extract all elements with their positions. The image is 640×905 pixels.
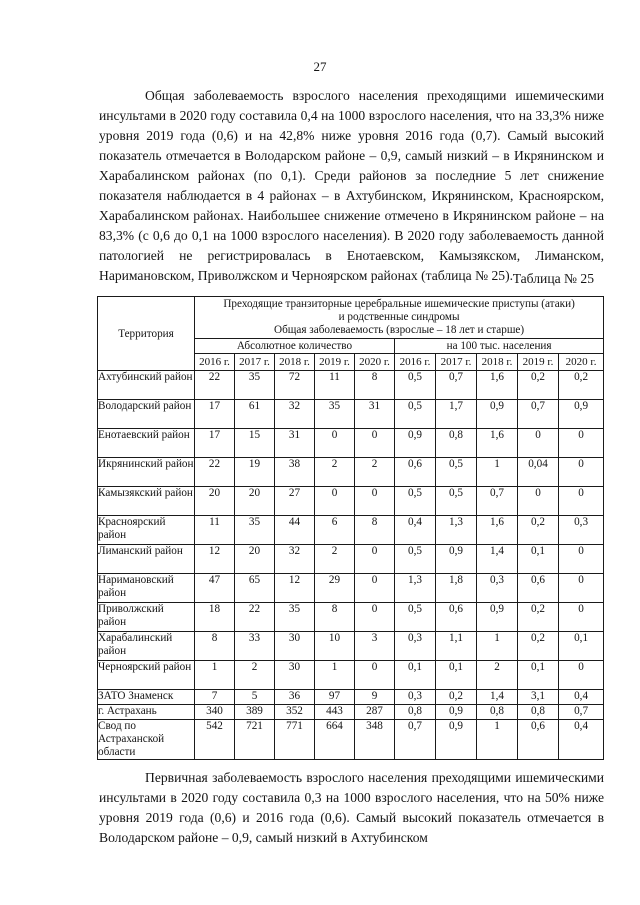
absolute-count-cell: 22 <box>195 458 235 487</box>
absolute-count-cell: 287 <box>355 705 395 720</box>
absolute-count-header: Абсолютное количество <box>195 339 395 354</box>
year-header: 2020 г. <box>355 354 395 371</box>
absolute-count-cell: 11 <box>195 516 235 545</box>
incidence-table <box>97 296 604 760</box>
year-header: 2016 г. <box>195 354 235 371</box>
absolute-count-cell: 36 <box>275 690 315 705</box>
rate-cell: 0 <box>518 429 559 458</box>
table-title-line2: и родственные синдромы <box>338 311 460 323</box>
rate-cell: 3,1 <box>518 690 559 705</box>
rate-cell: 0,2 <box>518 516 559 545</box>
territory-cell: Ахтубинский район <box>98 371 195 400</box>
absolute-count-cell: 7 <box>195 690 235 705</box>
absolute-count-cell: 2 <box>315 545 355 574</box>
rate-cell: 1,3 <box>395 574 436 603</box>
territory-cell: Харабалинский район <box>98 632 195 661</box>
absolute-count-cell: 9 <box>355 690 395 705</box>
absolute-count-cell: 65 <box>235 574 275 603</box>
absolute-count-cell: 12 <box>195 545 235 574</box>
absolute-count-cell: 443 <box>315 705 355 720</box>
year-header: 2019 г. <box>315 354 355 371</box>
absolute-count-cell: 44 <box>275 516 315 545</box>
rate-cell: 0,5 <box>436 458 477 487</box>
rate-cell: 0 <box>518 487 559 516</box>
absolute-count-cell: 2 <box>355 458 395 487</box>
rate-cell: 1,6 <box>477 516 518 545</box>
rate-cell: 0,3 <box>559 516 604 545</box>
page-number: 27 <box>313 59 327 74</box>
absolute-count-cell: 17 <box>195 429 235 458</box>
rate-cell: 0,7 <box>477 487 518 516</box>
rate-cell: 0,04 <box>518 458 559 487</box>
rate-cell: 0,5 <box>395 371 436 400</box>
rate-cell: 0,7 <box>518 400 559 429</box>
territory-cell: Свод по Астраханской области <box>98 720 195 760</box>
rate-cell: 1 <box>477 720 518 760</box>
absolute-count-cell: 20 <box>195 487 235 516</box>
absolute-count-cell: 2 <box>315 458 355 487</box>
absolute-count-cell: 352 <box>275 705 315 720</box>
absolute-count-cell: 348 <box>355 720 395 760</box>
table-title <box>195 297 604 339</box>
territory-cell: Енотаевский район <box>98 429 195 458</box>
table-row <box>98 429 604 458</box>
rate-cell: 0,5 <box>395 545 436 574</box>
absolute-count-cell: 15 <box>235 429 275 458</box>
absolute-count-cell: 8 <box>315 603 355 632</box>
rate-cell: 0,1 <box>518 661 559 690</box>
absolute-count-cell: 2 <box>235 661 275 690</box>
rate-cell: 1,3 <box>436 516 477 545</box>
absolute-count-cell: 771 <box>275 720 315 760</box>
rate-cell: 1 <box>477 458 518 487</box>
rate-cell: 0 <box>559 458 604 487</box>
absolute-count-cell: 1 <box>195 661 235 690</box>
rate-cell: 0 <box>559 545 604 574</box>
absolute-count-cell: 542 <box>195 720 235 760</box>
rate-cell: 0,4 <box>559 720 604 760</box>
rate-cell: 0,9 <box>477 400 518 429</box>
rate-cell: 1,1 <box>436 632 477 661</box>
rate-cell: 0,9 <box>436 720 477 760</box>
rate-cell: 0,6 <box>518 574 559 603</box>
absolute-count-cell: 61 <box>235 400 275 429</box>
rate-cell: 0,8 <box>395 705 436 720</box>
absolute-count-cell: 664 <box>315 720 355 760</box>
rate-cell: 0,1 <box>395 661 436 690</box>
absolute-count-cell: 721 <box>235 720 275 760</box>
absolute-count-cell: 27 <box>275 487 315 516</box>
table-row <box>98 487 604 516</box>
year-header: 2017 г. <box>436 354 477 371</box>
rate-cell: 0,6 <box>395 458 436 487</box>
territory-cell: Лиманский район <box>98 545 195 574</box>
rate-cell: 0,5 <box>395 603 436 632</box>
absolute-count-cell: 17 <box>195 400 235 429</box>
year-header: 2020 г. <box>559 354 604 371</box>
rate-cell: 0,3 <box>477 574 518 603</box>
absolute-count-cell: 389 <box>235 705 275 720</box>
table-row <box>98 705 604 720</box>
rate-cell: 0,4 <box>559 690 604 705</box>
rate-cell: 0,2 <box>559 371 604 400</box>
rate-cell: 1,6 <box>477 429 518 458</box>
rate-cell: 0,2 <box>518 632 559 661</box>
absolute-count-cell: 35 <box>315 400 355 429</box>
rate-cell: 0,7 <box>436 371 477 400</box>
absolute-count-cell: 32 <box>275 545 315 574</box>
absolute-count-cell: 1 <box>315 661 355 690</box>
absolute-count-cell: 8 <box>355 516 395 545</box>
table-row <box>98 690 604 705</box>
table-title-line1: Преходящие транзиторные церебральные ишемические приступы (атаки) <box>223 298 575 310</box>
table-row <box>98 603 604 632</box>
rate-cell: 0,8 <box>477 705 518 720</box>
territory-cell: Черноярский район <box>98 661 195 690</box>
paragraph-overall-incidence: Общая заболеваемость взрослого населения преходящими ишемическими инсультами в 2020 году составила 0,4 на 1000 взрослого населения, что на 33,3% ниже уровня 2019 года (0,6) и на 42,8% ниже уровня 2016 года (0,7). Самый высокий показатель отмечается в Володарском районе – 0,9, самый низкий – в Икрянинском и Харабалинском районах (по 0,1). Среди районов за последние 5 лет снижение показателя наблюдается в 4 районах – в Ахтубинском, Икрянинском, Красноярском, Харабалинском районах. Наибольшее снижение отмечено в Икрянинском районе – на 83,3% (с 0,6 до 0,1 на 1000 взрослого населения). В 2020 году заболеваемость данной патологией не регистрировалась в Енотаевском, Камызякском, Лиманском, Наримановском, Приволжском и Черноярском районах (таблица № 25). <box>99 88 604 283</box>
rate-cell: 0,5 <box>395 487 436 516</box>
rate-cell: 0,6 <box>436 603 477 632</box>
absolute-count-cell: 340 <box>195 705 235 720</box>
absolute-count-cell: 11 <box>315 371 355 400</box>
territory-cell: Володарский район <box>98 400 195 429</box>
absolute-count-cell: 3 <box>355 632 395 661</box>
absolute-count-cell: 8 <box>195 632 235 661</box>
rate-per-100k-header: на 100 тыс. населения <box>395 339 604 354</box>
rate-cell: 0,8 <box>436 429 477 458</box>
rate-cell: 1,7 <box>436 400 477 429</box>
rate-cell: 0,9 <box>436 545 477 574</box>
absolute-count-cell: 19 <box>235 458 275 487</box>
absolute-count-cell: 12 <box>275 574 315 603</box>
absolute-count-cell: 20 <box>235 545 275 574</box>
rate-cell: 0,2 <box>518 371 559 400</box>
rate-cell: 0 <box>559 487 604 516</box>
territory-cell: Красноярский район <box>98 516 195 545</box>
absolute-count-cell: 10 <box>315 632 355 661</box>
absolute-count-cell: 0 <box>355 487 395 516</box>
rate-cell: 0 <box>559 603 604 632</box>
rate-cell: 0,1 <box>518 545 559 574</box>
table-row <box>98 720 604 760</box>
year-header: 2019 г. <box>518 354 559 371</box>
table-row <box>98 516 604 545</box>
rate-cell: 1,4 <box>477 690 518 705</box>
absolute-count-cell: 22 <box>195 371 235 400</box>
territory-cell: ЗАТО Знаменск <box>98 690 195 705</box>
table-row <box>98 371 604 400</box>
absolute-count-cell: 35 <box>235 371 275 400</box>
absolute-count-cell: 31 <box>355 400 395 429</box>
absolute-count-cell: 0 <box>355 429 395 458</box>
absolute-count-cell: 38 <box>275 458 315 487</box>
rate-cell: 1,6 <box>477 371 518 400</box>
absolute-count-cell: 72 <box>275 371 315 400</box>
table-row <box>98 574 604 603</box>
year-header: 2017 г. <box>235 354 275 371</box>
absolute-count-cell: 5 <box>235 690 275 705</box>
absolute-count-cell: 31 <box>275 429 315 458</box>
absolute-count-cell: 0 <box>355 603 395 632</box>
absolute-count-cell: 0 <box>355 545 395 574</box>
absolute-count-cell: 32 <box>275 400 315 429</box>
rate-cell: 0,3 <box>395 690 436 705</box>
table-row <box>98 661 604 690</box>
territory-cell: Икрянинский район <box>98 458 195 487</box>
absolute-count-cell: 22 <box>235 603 275 632</box>
territory-cell: Приволжский район <box>98 603 195 632</box>
rate-cell: 0,3 <box>395 632 436 661</box>
territory-header: Территория <box>98 297 195 371</box>
absolute-count-cell: 33 <box>235 632 275 661</box>
rate-cell: 0 <box>559 661 604 690</box>
territory-cell: Камызякский район <box>98 487 195 516</box>
absolute-count-cell: 30 <box>275 632 315 661</box>
absolute-count-cell: 35 <box>275 603 315 632</box>
rate-cell: 0 <box>559 429 604 458</box>
rate-cell: 0,5 <box>395 400 436 429</box>
rate-cell: 0,1 <box>559 632 604 661</box>
absolute-count-cell: 0 <box>315 429 355 458</box>
rate-cell: 1 <box>477 632 518 661</box>
rate-cell: 0,2 <box>436 690 477 705</box>
absolute-count-cell: 35 <box>235 516 275 545</box>
absolute-count-cell: 0 <box>315 487 355 516</box>
absolute-count-cell: 8 <box>355 371 395 400</box>
rate-cell: 0,9 <box>395 429 436 458</box>
absolute-count-cell: 30 <box>275 661 315 690</box>
rate-cell: 0 <box>559 574 604 603</box>
rate-cell: 0,4 <box>395 516 436 545</box>
absolute-count-cell: 29 <box>315 574 355 603</box>
table-row <box>98 545 604 574</box>
year-header: 2018 г. <box>275 354 315 371</box>
absolute-count-cell: 47 <box>195 574 235 603</box>
absolute-count-cell: 6 <box>315 516 355 545</box>
absolute-count-cell: 18 <box>195 603 235 632</box>
rate-cell: 0,7 <box>559 705 604 720</box>
rate-cell: 0,9 <box>559 400 604 429</box>
absolute-count-cell: 0 <box>355 574 395 603</box>
rate-cell: 0,5 <box>436 487 477 516</box>
paragraph-primary-incidence: Первичная заболеваемость взрослого населения преходящими ишемическими инсультами в 2020 году составила 0,3 на 1000 взрослого населения, что на 50% ниже уровня 2019 года (0,6) и 2016 года (0,6). Самый высокий показатель отмечается в Володарском районе – 0,9, самый низкий в Ахтубинском <box>99 770 604 845</box>
rate-cell: 0,6 <box>518 720 559 760</box>
rate-cell: 0,1 <box>436 661 477 690</box>
rate-cell: 1,4 <box>477 545 518 574</box>
absolute-count-cell: 0 <box>355 661 395 690</box>
rate-cell: 0,2 <box>518 603 559 632</box>
table-row <box>98 632 604 661</box>
territory-cell: г. Астрахань <box>98 705 195 720</box>
year-header: 2016 г. <box>395 354 436 371</box>
rate-cell: 0,9 <box>436 705 477 720</box>
rate-cell: 0,9 <box>477 603 518 632</box>
territory-cell: Наримановский район <box>98 574 195 603</box>
table-row <box>98 400 604 429</box>
rate-cell: 0,8 <box>518 705 559 720</box>
table-title-line3: Общая заболеваемость (взрослые – 18 лет и старше) <box>274 324 525 336</box>
table-row <box>98 458 604 487</box>
rate-cell: 2 <box>477 661 518 690</box>
absolute-count-cell: 20 <box>235 487 275 516</box>
table-body <box>98 371 604 760</box>
rate-cell: 0,7 <box>395 720 436 760</box>
rate-cell: 1,8 <box>436 574 477 603</box>
table-label: Таблица № 25 <box>512 271 594 286</box>
year-header: 2018 г. <box>477 354 518 371</box>
absolute-count-cell: 97 <box>315 690 355 705</box>
